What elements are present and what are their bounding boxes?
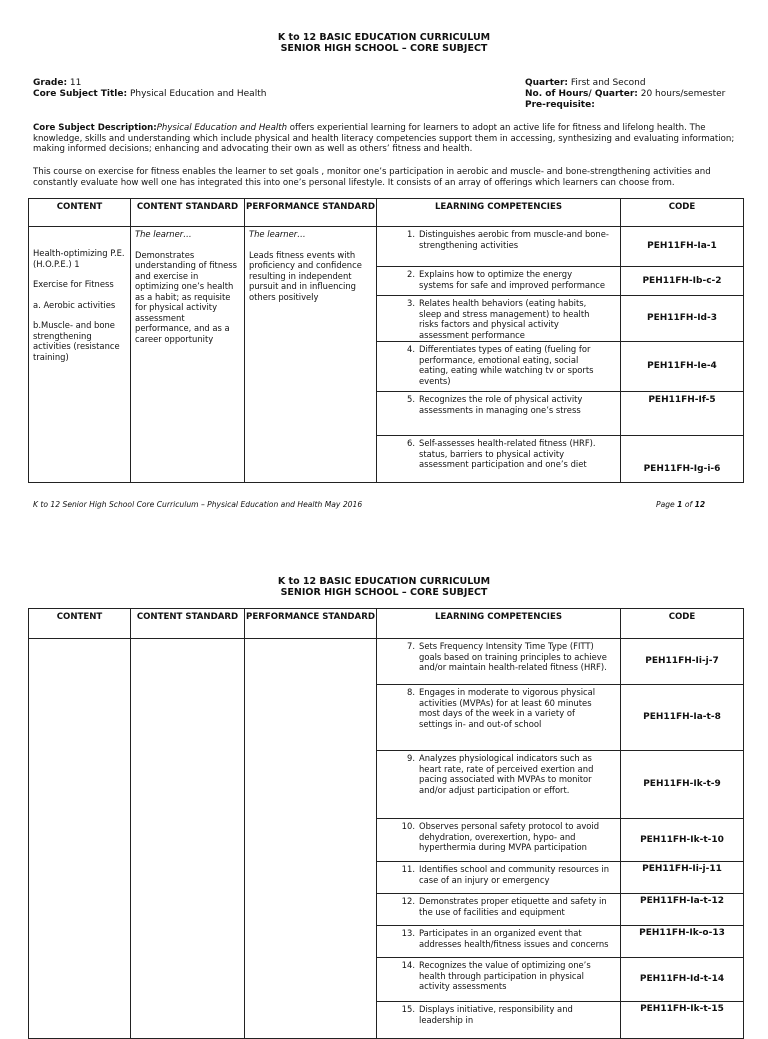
competency-cell bbox=[377, 958, 621, 1002]
hours-label: No. of Hours/ Quarter: bbox=[525, 89, 638, 99]
competency-cell bbox=[377, 392, 621, 436]
competency-cell bbox=[377, 751, 621, 819]
curriculum-table-page1 bbox=[28, 198, 744, 483]
code-cell: PEH11FH-Ig-i-6 bbox=[621, 436, 744, 483]
course-description: This course on exercise for fitness enables the learner to set goals , monitor one’s participation in aerobic and muscle- and bone-strengthening activities and constantly evaluate how well one has integrated this into one’s personal lifestyle. It consists of an array of offerings which learners can choose from. bbox=[33, 167, 711, 188]
table-header-row bbox=[29, 199, 744, 227]
subject-title-label: Core Subject Title: bbox=[33, 89, 128, 99]
subject-title-value: Physical Education and Health bbox=[127, 89, 267, 99]
performance-standard-cell bbox=[245, 227, 377, 483]
code-cell: PEH11FH-Ik-o-13 bbox=[621, 926, 744, 958]
grade-field bbox=[33, 78, 81, 89]
competency-number: 5. bbox=[407, 394, 415, 404]
footer-total-pages: 12 bbox=[694, 500, 706, 509]
content-line: b.Muscle- and bone strengthening activities (resistance training) bbox=[33, 320, 120, 362]
competency-cell bbox=[377, 342, 621, 392]
competency-number: 14. bbox=[401, 960, 415, 970]
performance-standard-text: Leads fitness events with proficiency and confidence resulting in independent pursuit and in influencing others positively bbox=[249, 249, 362, 302]
content-standard-cell bbox=[131, 227, 245, 483]
header-content: CONTENT bbox=[29, 609, 131, 639]
competency-cell bbox=[377, 926, 621, 958]
page2-title-line1: K to 12 BASIC EDUCATION CURRICULUM bbox=[277, 576, 491, 587]
description-label: Core Subject Description: bbox=[33, 123, 157, 133]
competency-cell bbox=[377, 685, 621, 751]
competency-number: 1. bbox=[407, 229, 415, 239]
code-cell: PEH11FH-Id-3 bbox=[621, 296, 744, 342]
grade-label: Grade: bbox=[33, 78, 68, 88]
competency-text: Explains how to optimize the energy systems for safe and improved performance bbox=[419, 269, 606, 290]
competency-number: 2. bbox=[407, 269, 415, 279]
prerequisite-field bbox=[525, 100, 595, 111]
competency-cell bbox=[377, 436, 621, 483]
competency-text: Relates health behaviors (eating habits, sleep and stress management) to health risks factors and physical activity assessment performance bbox=[419, 298, 590, 340]
competency-number: 7. bbox=[407, 641, 415, 651]
header-learning-competencies: LEARNING COMPETENCIES bbox=[377, 609, 621, 639]
description-body: offers experiential learning for learners to adopt an active life for fitness and lifelong health. The knowledge, skills and understanding which include physical and health literacy competencies support them in accessing, synthesizing and evaluating information; making informed decisions; enhancing and advocating their own as well as others’ fitness and health. bbox=[33, 123, 735, 155]
competency-number: 10. bbox=[401, 821, 415, 831]
competency-text: Self-assesses health-related fitness (HRF). status, barriers to physical activity assessment participation and one’s diet bbox=[419, 438, 596, 469]
competency-cell bbox=[377, 227, 621, 267]
code-cell: PEH11FH-Ia-1 bbox=[621, 227, 744, 267]
performance-standard-intro: The learner… bbox=[249, 229, 306, 239]
hours-value: 20 hours/semester bbox=[637, 89, 726, 99]
footer-current-page: 1 bbox=[677, 500, 683, 509]
code-cell: PEH11FH-Ik-t-15 bbox=[621, 1002, 744, 1039]
content-line: a. Aerobic activities bbox=[33, 299, 116, 310]
table-row bbox=[29, 227, 744, 267]
code-cell: PEH11FH-Ib-c-2 bbox=[621, 267, 744, 296]
table-row bbox=[29, 639, 744, 685]
competency-number: 3. bbox=[407, 298, 415, 308]
header-code: CODE bbox=[621, 199, 744, 227]
competency-text: Differentiates types of eating (fueling for performance, emotional eating, social eating, eating while watching tv or sports events) bbox=[419, 344, 594, 386]
grade-value: 11 bbox=[67, 78, 82, 88]
content-standard-cell bbox=[131, 639, 245, 1039]
competency-number: 12. bbox=[401, 896, 415, 906]
competency-cell bbox=[377, 639, 621, 685]
competency-cell bbox=[377, 862, 621, 894]
code-cell: PEH11FH-Ii-j-11 bbox=[621, 862, 744, 894]
competency-text: Sets Frequency Intensity Time Type (FITT) goals based on training principles to achieve and/or maintain health-related fitness (HRF). bbox=[419, 641, 607, 672]
footer-page-label: Page bbox=[656, 500, 678, 509]
header-performance-standard: PERFORMANCE STANDARD bbox=[245, 199, 377, 227]
prerequisite-label: Pre-requisite: bbox=[525, 100, 595, 110]
competency-text: Recognizes the value of optimizing one’s health through participation in physical activity assessments bbox=[419, 960, 591, 991]
competency-number: 13. bbox=[401, 928, 415, 938]
competency-text: Identifies school and community resources in case of an injury or emergency bbox=[419, 864, 610, 885]
competency-cell bbox=[377, 819, 621, 862]
competency-cell bbox=[377, 267, 621, 296]
content-standard-text: Demonstrates understanding of fitness and exercise in optimizing one’s health as a habit; as requisite for physical activity assessment performance, and as a career opportunity bbox=[135, 249, 238, 344]
competency-text: Displays initiative, responsibility and leadership in bbox=[419, 1004, 573, 1025]
subject-title-field bbox=[33, 89, 266, 100]
page1-title-line1: K to 12 BASIC EDUCATION CURRICULUM bbox=[277, 32, 491, 43]
code-cell: PEH11FH-Ii-j-7 bbox=[621, 639, 744, 685]
code-cell: PEH11FH-Id-t-14 bbox=[621, 958, 744, 1002]
code-cell: PEH11FH-Ia-t-12 bbox=[621, 894, 744, 926]
page1-title-line2: SENIOR HIGH SCHOOL – CORE SUBJECT bbox=[280, 43, 488, 54]
core-subject-description bbox=[33, 123, 745, 155]
competency-number: 8. bbox=[407, 687, 415, 697]
quarter-label: Quarter: bbox=[525, 78, 569, 88]
header-content: CONTENT bbox=[29, 199, 131, 227]
code-cell: PEH11FH-Ik-t-9 bbox=[621, 751, 744, 819]
code-cell: PEH11FH-Ia-t-8 bbox=[621, 685, 744, 751]
header-content-standard: CONTENT STANDARD bbox=[131, 199, 245, 227]
competency-cell bbox=[377, 1002, 621, 1039]
page-break bbox=[0, 520, 768, 560]
competency-text: Distinguishes aerobic from muscle-and bone-strengthening activities bbox=[419, 229, 609, 250]
quarter-value: First and Second bbox=[568, 78, 646, 88]
competency-number: 4. bbox=[407, 344, 415, 354]
curriculum-table-page2 bbox=[28, 608, 744, 1039]
competency-cell bbox=[377, 894, 621, 926]
content-line: Exercise for Fitness bbox=[33, 279, 114, 289]
code-cell: PEH11FH-Ik-t-10 bbox=[621, 819, 744, 862]
code-cell: PEH11FH-If-5 bbox=[621, 392, 744, 436]
competency-text: Demonstrates proper etiquette and safety in the use of facilities and equipment bbox=[419, 896, 607, 917]
footer-document-title: K to 12 Senior High School Core Curriculum – Physical Education and Health May 2016 bbox=[33, 500, 363, 509]
description-subject: Physical Education and Health bbox=[156, 123, 288, 133]
table-header-row bbox=[29, 609, 744, 639]
competency-text: Recognizes the role of physical activity assessments in managing one’s stress bbox=[419, 394, 583, 415]
header-code: CODE bbox=[621, 609, 744, 639]
competency-number: 6. bbox=[407, 438, 415, 448]
competency-text: Engages in moderate to vigorous physical activities (MVPAs) for at least 60 minutes most days of the week in a variety of settings in- and out-of school bbox=[419, 687, 596, 729]
header-performance-standard: PERFORMANCE STANDARD bbox=[245, 609, 377, 639]
competency-text: Observes personal safety protocol to avoid dehydration, overexertion, hypo- and hyperthermia during MVPA participation bbox=[419, 821, 600, 852]
competency-number: 9. bbox=[407, 753, 415, 763]
performance-standard-cell bbox=[245, 639, 377, 1039]
page2-title-line2: SENIOR HIGH SCHOOL – CORE SUBJECT bbox=[280, 587, 488, 598]
competency-number: 11. bbox=[401, 864, 415, 874]
footer-of-label: of bbox=[682, 500, 695, 509]
code-cell: PEH11FH-Ie-4 bbox=[621, 342, 744, 392]
competency-number: 15. bbox=[401, 1004, 415, 1014]
content-cell bbox=[29, 227, 131, 483]
competency-text: Analyzes physiological indicators such as heart rate, rate of perceived exertion and pacing associated with MVPAs to monitor and/or adjust participation or effort. bbox=[419, 753, 594, 795]
competency-text: Participates in an organized event that addresses health/fitness issues and concerns bbox=[419, 928, 609, 949]
content-line: Health-optimizing P.E. (H.O.P.E.) 1 bbox=[33, 248, 125, 269]
competency-cell bbox=[377, 296, 621, 342]
content-standard-intro: The learner… bbox=[135, 229, 192, 239]
header-learning-competencies: LEARNING COMPETENCIES bbox=[377, 199, 621, 227]
footer-page-number bbox=[656, 500, 705, 510]
quarter-field bbox=[525, 78, 646, 89]
header-content-standard: CONTENT STANDARD bbox=[131, 609, 245, 639]
content-cell bbox=[29, 639, 131, 1039]
hours-field bbox=[525, 89, 725, 100]
